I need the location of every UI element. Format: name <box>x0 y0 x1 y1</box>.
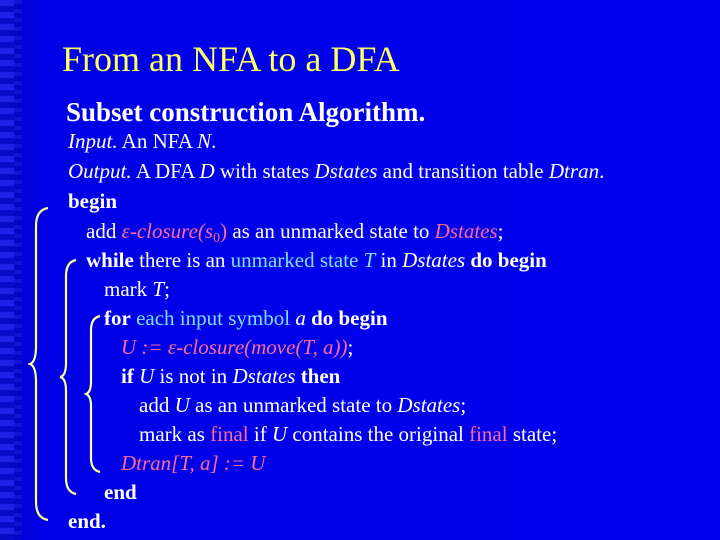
add-u-semi: ; <box>460 393 467 417</box>
output-label: Output. <box>68 159 132 183</box>
mark-t: T <box>152 277 165 301</box>
for-line <box>104 308 388 329</box>
output-var-dtran: Dtran <box>548 159 600 183</box>
if-dstates: Dstates <box>232 364 296 388</box>
u-assign-line <box>121 337 353 358</box>
while-brace-icon <box>58 258 78 496</box>
for-text: each input symbol <box>130 306 296 330</box>
end-final-keyword: end. <box>68 509 106 533</box>
add-u-line <box>139 395 466 416</box>
mark-final-u: U <box>271 422 288 446</box>
u-semi: ; <box>347 335 354 359</box>
while-line <box>86 250 547 271</box>
add-rest-text: as an unmarked state to <box>227 219 435 243</box>
final-word-1: final <box>210 422 249 446</box>
while-in: in <box>375 248 403 272</box>
add-u-text1: add <box>139 393 175 417</box>
input-var: N <box>197 129 212 153</box>
mark-semi: ; <box>164 277 170 301</box>
if-keyword: if <box>121 364 134 388</box>
add-dstates: Dstates <box>434 219 498 243</box>
final-word-2: final <box>469 422 508 446</box>
eps-closure-text: ε-closure(s <box>121 219 214 243</box>
begin-keyword: begin <box>68 189 118 213</box>
for-keyword: for <box>104 306 131 330</box>
input-label: Input. <box>68 129 118 153</box>
mark-final2: if <box>248 422 272 446</box>
output-var-d: D <box>199 159 215 183</box>
while-text1: there is an <box>133 248 231 272</box>
while-keyword: while <box>86 248 134 272</box>
input-line <box>68 131 216 152</box>
add-u-text2: as an unmarked state to <box>189 393 398 417</box>
while-do-begin: do begin <box>465 248 547 272</box>
eps-closure-paren: ) <box>220 219 228 243</box>
add-semicolon: ; <box>497 219 504 243</box>
u-assign: U := ε-closure(move(T, a)) <box>121 335 348 359</box>
mark-final1: mark as <box>139 422 211 446</box>
eps-closure-sub: 0 <box>213 231 221 246</box>
mark-text: mark <box>104 277 153 301</box>
if-then: then <box>295 364 341 388</box>
input-end: . <box>211 129 217 153</box>
add-u-dstates: Dstates <box>397 393 461 417</box>
output-text1: A DFA <box>135 159 200 183</box>
mark-final4: state; <box>507 422 558 446</box>
for-do-begin: do begin <box>305 306 388 330</box>
left-decorative-strip-inner <box>14 0 22 540</box>
output-text2: with states <box>214 159 315 183</box>
left-decorative-strip <box>0 0 14 540</box>
output-line <box>68 161 604 182</box>
add-u-var: U <box>174 393 190 417</box>
output-var-dstates: Dstates <box>314 159 378 183</box>
input-text: An NFA <box>121 129 198 153</box>
end-keyword: end <box>104 480 137 504</box>
output-end: . <box>599 159 605 183</box>
while-unmarked: unmarked state <box>230 248 359 272</box>
if-text: is not in <box>154 364 233 388</box>
for-brace-icon <box>84 314 102 474</box>
slide-subtitle: Subset construction Algorithm. <box>66 97 426 127</box>
while-t: T <box>363 248 376 272</box>
for-a: a <box>295 306 306 330</box>
mark-final3: contains the original <box>287 422 470 446</box>
output-text3: and transition table <box>377 159 549 183</box>
while-dstates: Dstates <box>402 248 466 272</box>
outer-brace-icon <box>28 206 50 522</box>
if-u: U <box>133 364 155 388</box>
mark-line <box>104 279 170 300</box>
dtran-assign: Dtran[T, a] := U <box>121 451 266 475</box>
if-line <box>121 366 340 387</box>
slide-title: From an NFA to a DFA <box>62 39 400 79</box>
add-keyword: add <box>86 219 122 243</box>
mark-final-line <box>139 424 557 445</box>
add-closure-line <box>86 221 504 246</box>
